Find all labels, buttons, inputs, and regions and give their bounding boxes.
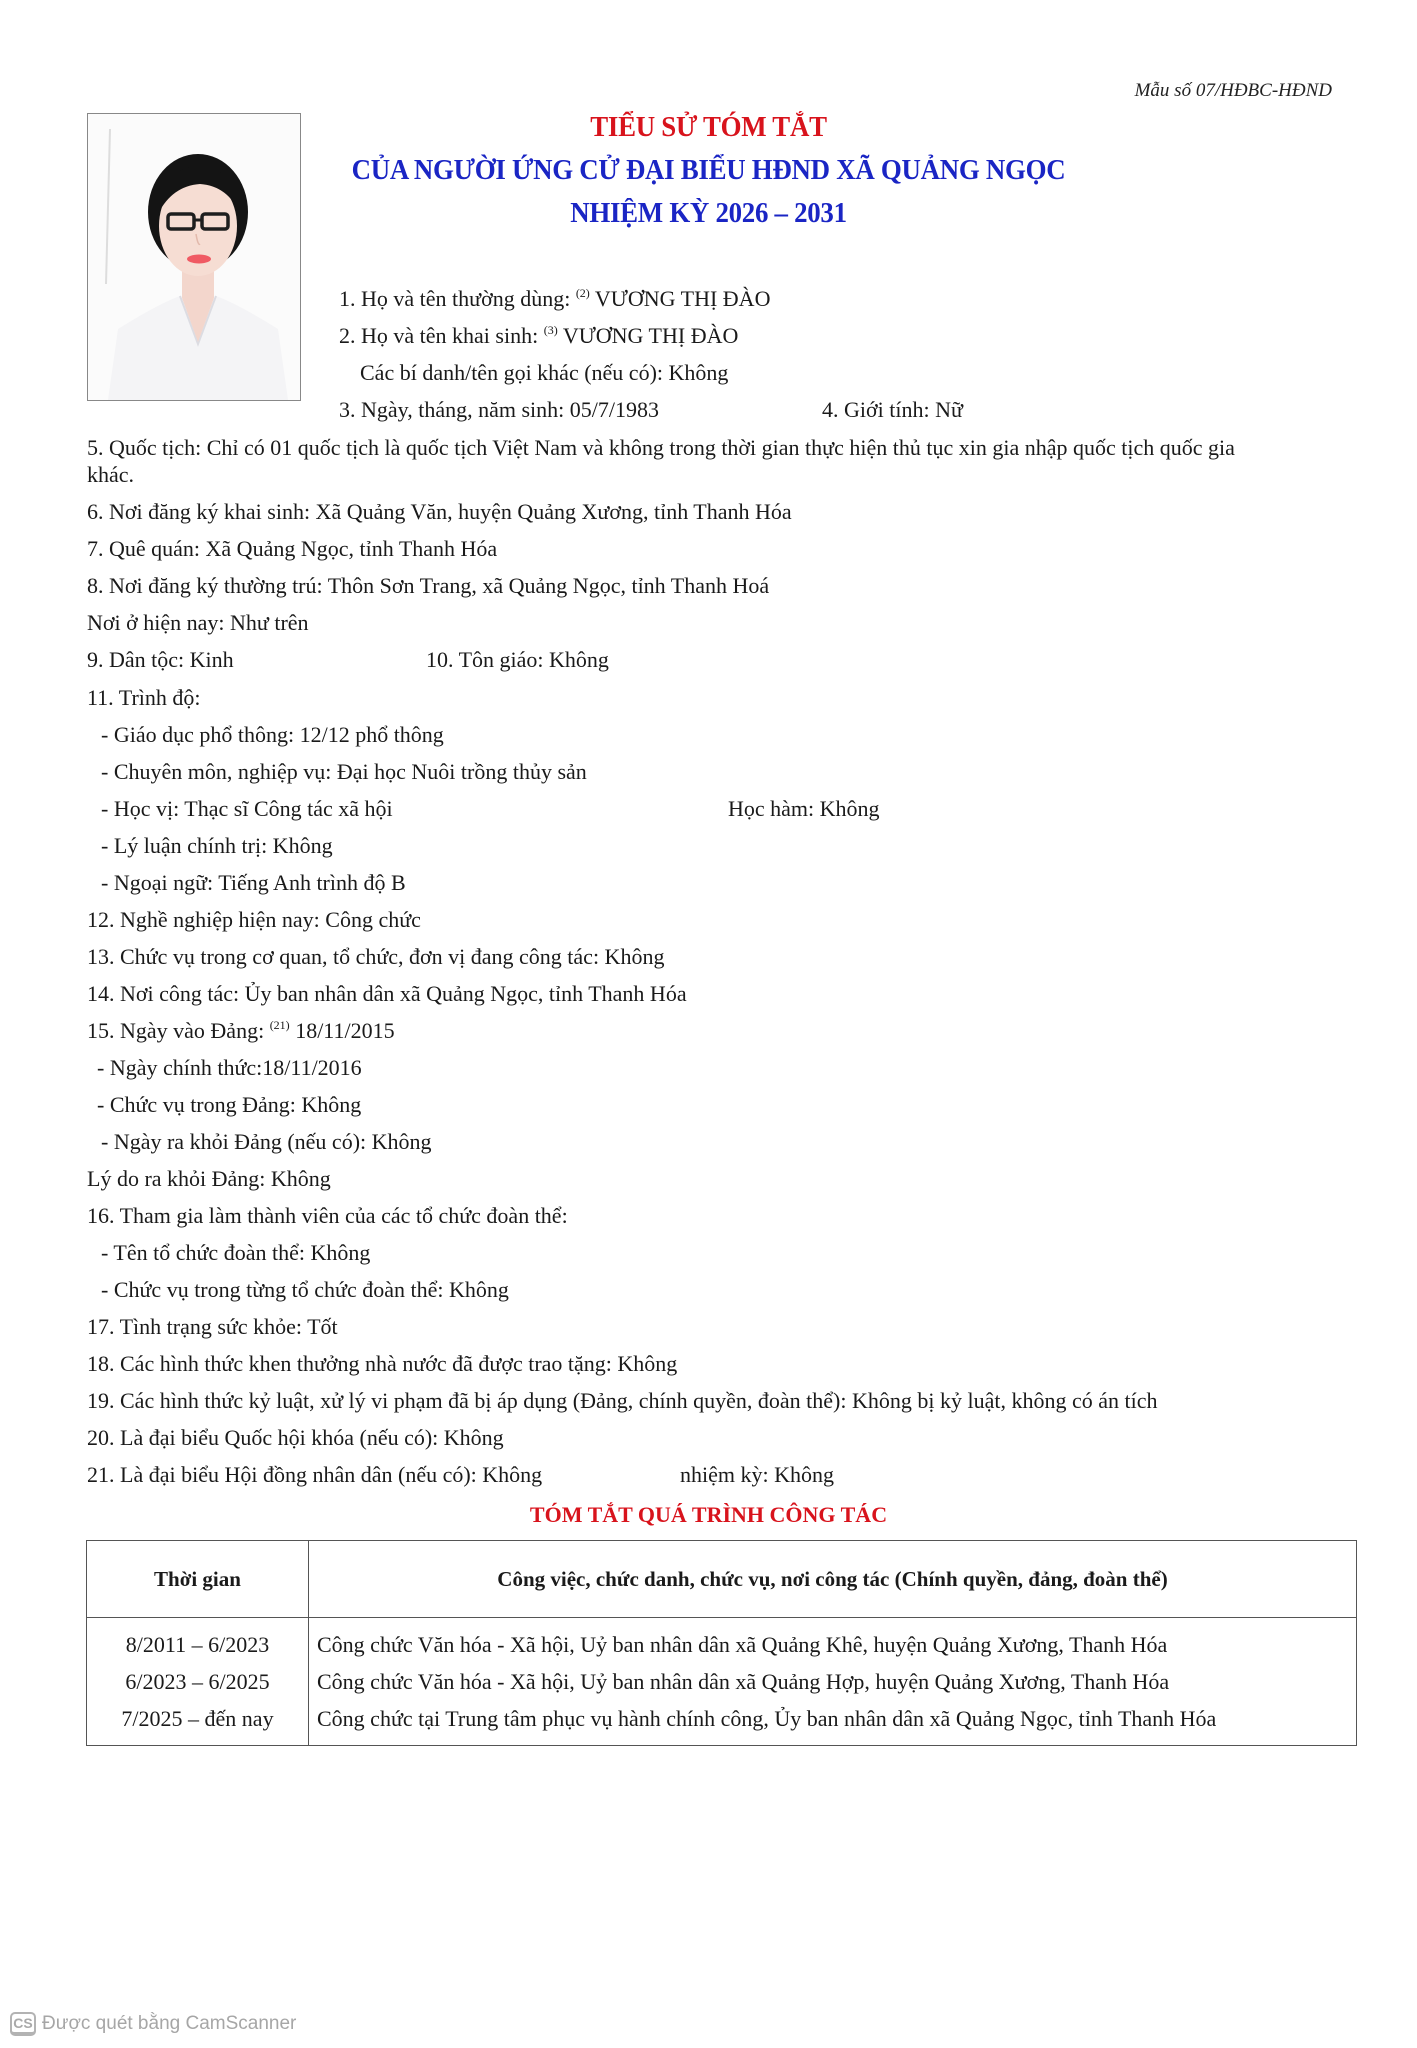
field-ethnicity: 9. Dân tộc: Kinh [87, 647, 234, 672]
field-foreign-language: - Ngoại ngữ: Tiếng Anh trình độ B [101, 870, 406, 895]
field-health: 17. Tình trạng sức khỏe: Tốt [87, 1314, 338, 1339]
field-peoples-council: 21. Là đại biểu Hội đồng nhân dân (nếu có): Không [87, 1462, 543, 1487]
field-permanent-residence: 8. Nơi đăng ký thường trú: Thôn Sơn Trang, xã Quảng Ngọc, tỉnh Thanh Hoá [87, 573, 770, 598]
field-education-heading: 11. Trình độ: [87, 685, 201, 710]
field-date-of-birth: 3. Ngày, tháng, năm sinh: 05/7/1983 [339, 397, 659, 422]
candidate-photo [87, 113, 301, 401]
field-nationality: 5. Quốc tịch: Chỉ có 01 quốc tịch là quốc tịch Việt Nam và không trong thời gian thực hiện thủ tục xin gia nhập quốc tịch quốc gia [87, 435, 1235, 460]
scanner-text: Được quét bằng CamScanner [42, 2013, 297, 2034]
row-time: 7/2025 – đến nay [121, 1706, 274, 1731]
field-gender: 4. Giới tính: Nữ [822, 397, 963, 422]
field-party-left-date: - Ngày ra khỏi Đảng (nếu có): Không [101, 1129, 432, 1154]
row-time: 8/2011 – 6/2023 [125, 1632, 270, 1657]
document-subtitle: CỦA NGƯỜI ỨNG CỬ ĐẠI BIỂU HĐND XÃ QUẢNG NGỌC [351, 155, 1066, 186]
footnote-ref: (3) [543, 323, 558, 337]
field-party-position: - Chức vụ trong Đảng: Không [97, 1092, 362, 1117]
field-birth-name: 2. Họ và tên khai sinh: $^{(3)}$ VƯƠNG THỊ ĐÀO [339, 323, 739, 348]
scanner-watermark [10, 2012, 296, 2036]
field-birth-registration: 6. Nơi đăng ký khai sinh: Xã Quảng Văn, huyện Quảng Xương, tỉnh Thanh Hóa [87, 499, 792, 524]
field-political-theory: - Lý luận chính trị: Không [101, 833, 333, 858]
field-organization-name: - Tên tổ chức đoàn thể: Không [101, 1240, 371, 1265]
field-current-residence: Nơi ở hiện nay: Như trên [87, 610, 309, 635]
field-academic-degree: - Học vị: Thạc sĩ Công tác xã hội [101, 796, 393, 821]
form-code: Mẫu số 07/HĐBC-HĐND [1134, 80, 1332, 101]
portrait-image [88, 114, 300, 400]
camscanner-logo-icon: CS [10, 2012, 36, 2036]
footnote-ref: (21) [269, 1018, 290, 1032]
field-workplace: 14. Nơi công tác: Ủy ban nhân dân xã Quảng Ngọc, tỉnh Thanh Hóa [87, 981, 687, 1006]
party-join-date-value: 18/11/2015 [295, 1018, 395, 1043]
field-religion: 10. Tôn giáo: Không [426, 647, 609, 672]
field-hometown: 7. Quê quán: Xã Quảng Ngọc, tỉnh Thanh Hóa [87, 536, 498, 561]
field-common-name: 1. Họ và tên thường dùng: $^{(2)}$ VƯƠNG THỊ ĐÀO [339, 286, 771, 311]
column-header-description: Công việc, chức danh, chức vụ, nơi công tác (Chính quyền, đảng, đoàn thể) [309, 1541, 1357, 1618]
column-header-time: Thời gian [87, 1541, 309, 1618]
document-title: TIỂU SỬ TÓM TẮT [590, 112, 827, 143]
field-discipline: 19. Các hình thức kỷ luật, xử lý vi phạm đã bị áp dụng (Đảng, chính quyền, đoàn thể): Không bị kỷ luật, không có án tích [87, 1388, 1158, 1413]
field-party-official-date: - Ngày chính thức:18/11/2016 [97, 1055, 362, 1080]
field-occupation: 12. Nghề nghiệp hiện nay: Công chức [87, 907, 421, 932]
field-organization-position: - Chức vụ trong từng tổ chức đoàn thể: Không [101, 1277, 509, 1302]
row-description: Công chức Văn hóa - Xã hội, Uỷ ban nhân dân xã Quảng Khê, huyện Quảng Xương, Thanh Hóa [317, 1632, 1168, 1657]
field-peoples-council-term: nhiệm kỳ: Không [680, 1462, 834, 1487]
row-time: 6/2023 – 6/2025 [125, 1669, 270, 1694]
field-general-education: - Giáo dục phổ thông: 12/12 phổ thông [101, 722, 444, 747]
field-nationality-cont: khác. [87, 462, 135, 487]
work-history-title: TÓM TẮT QUÁ TRÌNH CÔNG TÁC [529, 1502, 888, 1527]
field-alias: Các bí danh/tên gọi khác (nếu có): Không [360, 360, 729, 385]
field-party-left-reason: Lý do ra khỏi Đảng: Không [87, 1166, 331, 1191]
field-awards: 18. Các hình thức khen thưởng nhà nước đã được trao tặng: Không [87, 1351, 678, 1376]
row-description: Công chức Văn hóa - Xã hội, Uỷ ban nhân dân xã Quảng Hợp, huyện Quảng Xương, Thanh Hóa [317, 1669, 1170, 1694]
field-party-join-date: 15. Ngày vào Đảng: $^{(21)}$ 18/11/2015 [87, 1018, 395, 1043]
table-header-row [87, 1541, 1357, 1618]
birth-name-value: VƯƠNG THỊ ĐÀO [562, 323, 739, 348]
document-term: NHIỆM KỲ 2026 – 2031 [570, 198, 847, 229]
row-description: Công chức tại Trung tâm phục vụ hành chính công, Ủy ban nhân dân xã Quảng Ngọc, tỉnh Thanh Hóa [317, 1706, 1217, 1731]
footnote-ref: (2) [575, 286, 590, 300]
field-specialty: - Chuyên môn, nghiệp vụ: Đại học Nuôi trồng thủy sản [101, 759, 587, 784]
field-organizations: 16. Tham gia làm thành viên của các tổ chức đoàn thể: [87, 1203, 568, 1228]
table-row [87, 1618, 1357, 1746]
field-national-assembly: 20. Là đại biểu Quốc hội khóa (nếu có): Không [87, 1425, 504, 1450]
work-history-table [86, 1540, 1357, 1746]
field-academic-title: Học hàm: Không [728, 796, 880, 821]
common-name-value: VƯƠNG THỊ ĐÀO [594, 286, 771, 311]
field-position: 13. Chức vụ trong cơ quan, tổ chức, đơn vị đang công tác: Không [87, 944, 665, 969]
